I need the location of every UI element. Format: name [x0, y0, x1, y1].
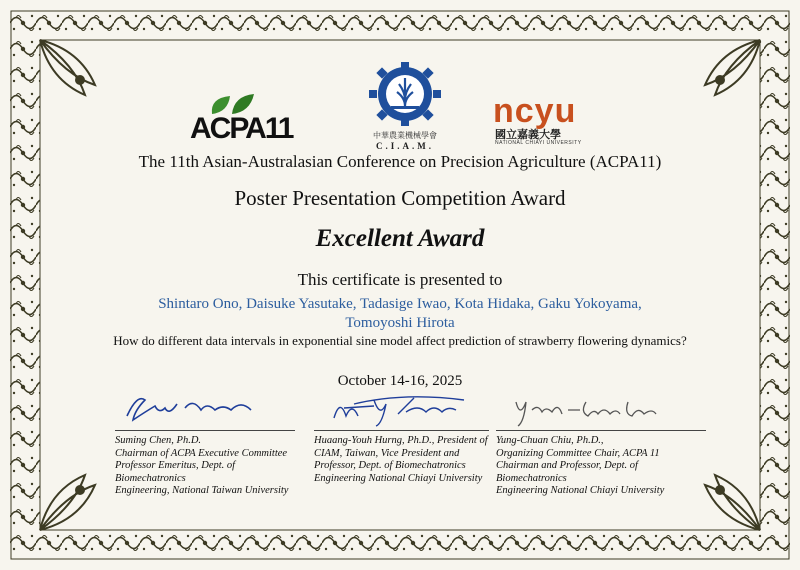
- signatory-3-line-4: Engineering National Chiayi University: [496, 485, 665, 496]
- signatory-2-line-1: Huaang-Youh Hurng, Ph.D., President of: [314, 435, 488, 446]
- ncyu-logo: [493, 92, 613, 146]
- signature-3-line: [496, 430, 706, 431]
- signatory-2-line-3: Professor, Dept. of Biomechatronics: [314, 460, 466, 471]
- signatory-3-line-1: Yung-Chuan Chiu, Ph.D.,: [496, 435, 604, 446]
- ncyu-wordmark: ncyu: [493, 92, 577, 130]
- ciam-english-name: C.I.A.M.: [376, 141, 434, 151]
- presented-to-text: This certificate is presented to: [297, 270, 503, 289]
- signatory-1-line-4: Engineering, National Taiwan University: [115, 485, 289, 496]
- signature-2-line: [314, 430, 489, 431]
- signatory-1-line-1: Suming Chen, Ph.D.: [115, 435, 202, 446]
- acpa-logo-label: ACPA11: [190, 112, 293, 145]
- signatory-3-line-2: Organizing Committee Chair, ACPA 11: [496, 447, 660, 459]
- signature-3-mark: [496, 388, 696, 428]
- signatory-1-line-3: Professor Emeritus, Dept. of Biomechatronics: [115, 460, 236, 484]
- signatory-2-line-4: Engineering National Chiayi University: [314, 472, 483, 484]
- conference-title: The 11th Asian-Australasian Conference on Precision Agriculture (ACPA11): [138, 152, 662, 171]
- signature-1-mark: [115, 388, 285, 428]
- acpa-logo: [190, 92, 300, 145]
- ciam-chinese-name: 中華農業機械學會: [373, 131, 437, 140]
- signature-2-mark: [314, 388, 484, 428]
- signatory-1: [115, 388, 295, 496]
- event-date: October 14-16, 2025: [337, 373, 463, 389]
- gear-icon: [369, 62, 441, 130]
- signatory-3: [496, 388, 706, 496]
- ncyu-chinese-name: 國立嘉義大學: [495, 128, 561, 141]
- competition-title: Poster Presentation Competition Award: [234, 186, 566, 210]
- award-title: Excellent Award: [315, 225, 485, 252]
- recipient-names-line-1: Shintaro Ono, Daisuke Yasutake, Tadasige Iwao, Kota Hidaka, Gaku Yokoyama,: [158, 296, 642, 312]
- signatory-3-line-3: Chairman and Professor, Dept. of Biomechatronics: [496, 460, 638, 484]
- poster-title: How do different data intervals in exponential sine model affect prediction of strawberry flowering dynamics?: [113, 333, 687, 348]
- signatory-2-line-2: CIAM, Taiwan, Vice President and: [314, 447, 460, 459]
- ncyu-english-name: NATIONAL CHIAYI UNIVERSITY: [495, 140, 582, 146]
- signatory-1-line-2: Chairman of ACPA Executive Committee: [115, 447, 288, 459]
- ciam-logo: [360, 62, 450, 152]
- recipient-names-line-2: Tomoyoshi Hirota: [345, 315, 455, 331]
- signatory-2: [314, 388, 489, 488]
- logo-row: [0, 62, 800, 152]
- recipient-names: [0, 295, 800, 333]
- signature-1-line: [115, 430, 295, 431]
